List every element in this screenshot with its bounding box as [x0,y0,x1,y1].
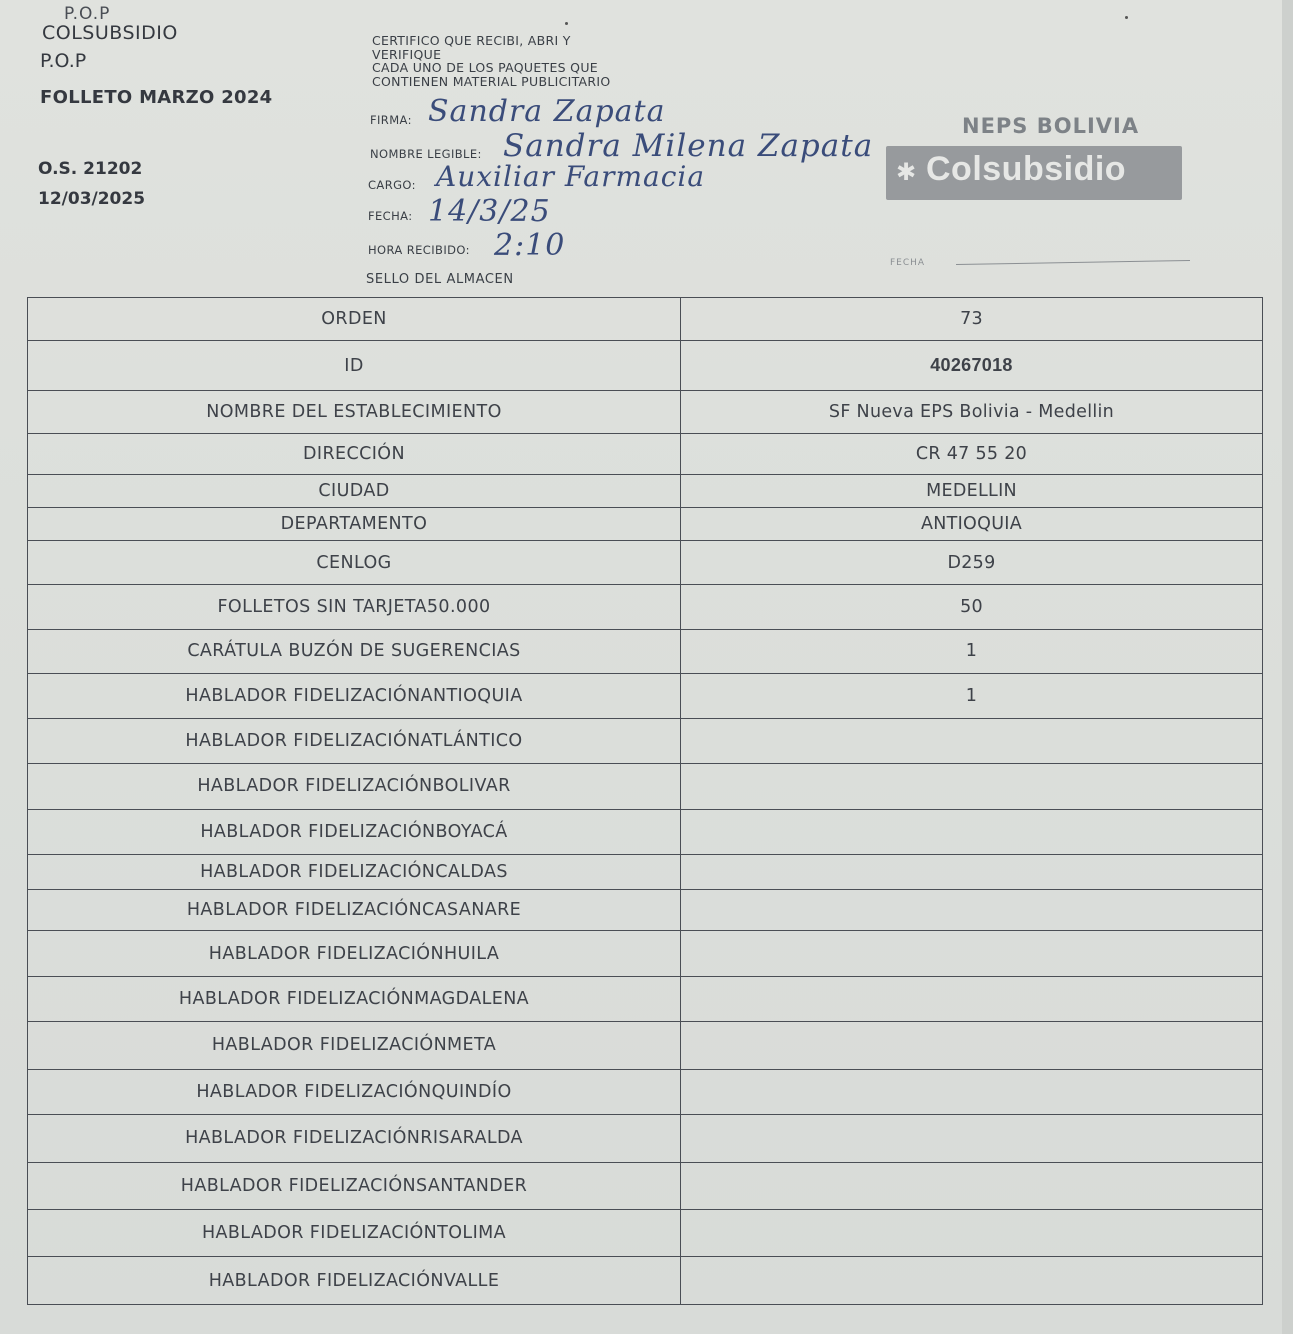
pop-top-label: P.O.P [64,4,111,24]
brand-logo-icon: ✱ [896,158,917,186]
material-table [27,297,1263,1305]
nombre-label: NOMBRE LEGIBLE: [370,147,482,161]
table-row [28,390,1263,433]
table-row [28,855,1263,890]
row-label: HABLADOR FIDELIZACIÓNVALLE [28,1257,681,1305]
row-label: NOMBRE DEL ESTABLECIMIENTO [28,390,681,433]
row-label: HABLADOR FIDELIZACIÓNTOLIMA [28,1209,681,1256]
row-label: HABLADOR FIDELIZACIÓNSANTANDER [28,1162,681,1209]
certificate-line: VERIFIQUE [372,46,442,62]
table-row [28,931,1263,976]
row-label: CENLOG [28,541,681,584]
row-label: HABLADOR FIDELIZACIÓNANTIOQUIA [28,673,681,718]
table-row [28,298,1263,341]
row-value [681,890,1263,931]
row-value: D259 [681,541,1263,584]
row-value [681,931,1263,976]
row-value [681,1069,1263,1114]
row-label: HABLADOR FIDELIZACIÓNQUINDÍO [28,1069,681,1114]
table-row [28,890,1263,931]
row-value: 40267018 [681,341,1263,391]
row-label: ID [28,341,681,391]
table-row [28,1162,1263,1209]
firma-label: FIRMA: [370,113,412,127]
stamp-brand: Colsubsidio [926,150,1127,188]
row-label: HABLADOR FIDELIZACIÓNCALDAS [28,855,681,890]
table-row [28,1022,1263,1069]
fecha-label: FECHA: [368,209,413,223]
row-value [681,1257,1263,1305]
row-value: 73 [681,298,1263,341]
table-row [28,764,1263,809]
table-row [28,718,1263,763]
table-row [28,1069,1263,1114]
row-value [681,976,1263,1021]
row-label: HABLADOR FIDELIZACIÓNMAGDALENA [28,976,681,1021]
row-value: 50 [681,584,1263,629]
row-value [681,809,1263,854]
stamp-logo [886,146,1182,200]
service-order: O.S. 21202 [38,159,143,179]
row-value [681,1162,1263,1209]
row-label: HABLADOR FIDELIZACIÓNATLÁNTICO [28,718,681,763]
table-row [28,434,1263,475]
row-value [681,718,1263,763]
cargo-label: CARGO: [368,178,416,192]
row-value [681,855,1263,890]
stamp-fecha-label: FECHA [890,258,926,268]
table-row [28,475,1263,508]
row-value: ANTIOQUIA [681,508,1263,541]
row-label: ORDEN [28,298,681,341]
table-row [28,809,1263,854]
table-row [28,673,1263,718]
certificate-line: CONTIENEN MATERIAL PUBLICITARIO [372,73,611,89]
document-title: FOLLETO MARZO 2024 [40,87,273,108]
row-label: DEPARTAMENTO [28,508,681,541]
row-label: HABLADOR FIDELIZACIÓNHUILA [28,931,681,976]
row-value: CR 47 55 20 [681,434,1263,475]
row-value [681,1115,1263,1162]
pop-label: P.O.P [40,50,87,72]
row-value [681,1022,1263,1069]
row-value: 1 [681,673,1263,718]
fecha-handwritten: 14/3/25 [428,194,551,229]
table-row [28,584,1263,629]
row-label: HABLADOR FIDELIZACIÓNBOYACÁ [28,809,681,854]
nombre-handwritten: Sandra Milena Zapata [503,128,874,164]
row-label: HABLADOR FIDELIZACIÓNCASANARE [28,890,681,931]
stamp-fecha-line [956,260,1190,265]
row-label: DIRECCIÓN [28,434,681,475]
row-value: MEDELLIN [681,475,1263,508]
table-row [28,1257,1263,1305]
speck [565,22,568,25]
hora-label: HORA RECIBIDO: [368,243,470,257]
hora-handwritten: 2:10 [494,228,566,263]
certificate-line: CERTIFICO QUE RECIBI, ABRI Y [372,33,571,48]
speck [1125,16,1128,19]
table-row [28,1115,1263,1162]
document-date: 12/03/2025 [38,189,146,209]
row-value [681,764,1263,809]
row-value: SF Nueva EPS Bolivia - Medellin [681,390,1263,433]
certificate-text [372,34,611,88]
sello-label: SELLO DEL ALMACEN [366,272,514,287]
stamp-title: NEPS BOLIVIA [962,114,1140,138]
row-label: CIUDAD [28,475,681,508]
row-label: HABLADOR FIDELIZACIÓNMETA [28,1022,681,1069]
table-row [28,508,1263,541]
row-label: CARÁTULA BUZÓN DE SUGERENCIAS [28,630,681,673]
row-label: HABLADOR FIDELIZACIÓNBOLIVAR [28,764,681,809]
company-name: COLSUBSIDIO [42,22,178,44]
firma-signature: Sandra Zapata [428,94,666,129]
table-row [28,630,1263,673]
table-row [28,976,1263,1021]
table-row [28,541,1263,584]
row-value: 1 [681,630,1263,673]
row-label: FOLLETOS SIN TARJETA50.000 [28,584,681,629]
table-row [28,341,1263,391]
row-label: HABLADOR FIDELIZACIÓNRISARALDA [28,1115,681,1162]
table-row [28,1209,1263,1256]
row-value [681,1209,1263,1256]
certificate-line: CADA UNO DE LOS PAQUETES QUE [372,60,598,75]
cargo-handwritten: Auxiliar Farmacia [436,160,706,193]
